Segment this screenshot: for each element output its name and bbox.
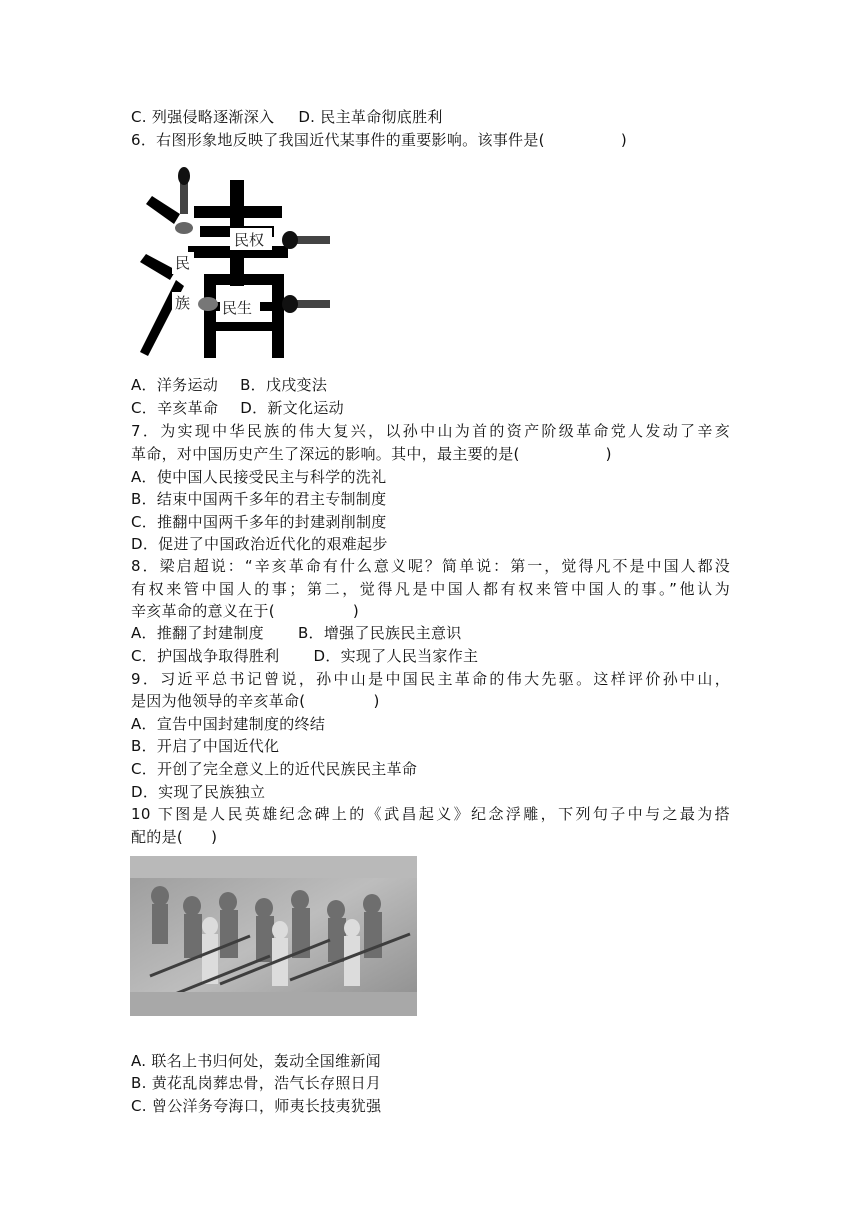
q9-option-c: C．开创了完全意义上的近代民族民主革命 <box>131 760 418 778</box>
q8-stem-line3: 辛亥革命的意义在于( ) <box>131 602 360 620</box>
q9-option-a: A．宣告中国封建制度的终结 <box>131 715 326 733</box>
q8-options-cd: C．护国战争取得胜利 D．实现了人民当家作主 <box>131 647 479 665</box>
q10-option-c: C. 曾公洋务夸海口，师夷长技夷犹强 <box>131 1097 382 1115</box>
q7-option-c: C．推翻中国两千多年的封建剥削制度 <box>131 513 387 531</box>
q9-option-d: D．实现了民族独立 <box>131 783 266 801</box>
qing-rising-stroke <box>140 280 184 356</box>
q5-option-c: C. 列强侵略逐渐深入 <box>131 108 275 126</box>
q7-stem-line1: 7．为实现中华民族的伟大复兴，以孙中山为首的资产阶级革命党人发动了辛亥 <box>131 422 730 440</box>
q7-option-d: D．促进了中国政治近代化的艰难起步 <box>131 535 388 553</box>
q9-stem-line2: 是因为他领导的辛亥革命( ) <box>131 692 380 710</box>
q10-option-b: B. 黄花乱岗葬忠骨，浩气长存照日月 <box>131 1074 382 1092</box>
q9-option-b: B．开启了中国近代化 <box>131 737 280 755</box>
q8-options-ab: A．推翻了封建制度 B．增强了民族民主意识 <box>131 624 462 642</box>
q6-options-ab: A．洋务运动 B．戊戌变法 <box>131 376 328 394</box>
q10-stem-line2: 配的是( ) <box>131 828 218 846</box>
qing-dot-1 <box>146 196 180 224</box>
q5-option-d: D. 民主革命彻底胜利 <box>298 108 443 126</box>
q10-stem-line1: 10 下图是人民英雄纪念碑上的《武昌起义》纪念浮雕，下列句子中与之最为搭 <box>131 805 730 823</box>
q10-option-a: A. 联名上书归何处，轰动全国维新闻 <box>131 1052 381 1070</box>
qing-dot-2 <box>140 254 176 280</box>
q7-option-a: A．使中国人民接受民主与科学的洗礼 <box>131 468 387 486</box>
label-zu: 族 <box>175 294 191 312</box>
qing-cartoon-figure <box>138 166 334 358</box>
label-minsheng: 民生 <box>222 299 253 317</box>
q6-stem: 6．右图形象地反映了我国近代某事件的重要影响。该事件是( ) <box>131 131 627 149</box>
q6-options-cd: C．辛亥革命 D．新文化运动 <box>131 399 344 417</box>
q7-stem-line2: 革命，对中国历史产生了深远的影响。其中，最主要的是( ) <box>131 445 612 463</box>
q7-option-b: B．结束中国两千多年的君主专制制度 <box>131 490 387 508</box>
q9-stem-line1: 9．习近平总书记曾说，孙中山是中国民主革命的伟大先驱。这样评价孙中山， <box>131 670 730 688</box>
q5-options-cd <box>131 106 443 128</box>
q8-stem-line1: 8．梁启超说：“辛亥革命有什么意义呢？简单说：第一，觉得凡不是中国人都没 <box>131 557 730 575</box>
label-minquan: 民权 <box>234 231 265 249</box>
label-min: 民 <box>175 254 191 272</box>
q8-stem-line2: 有权来管中国人的事；第二，觉得凡是中国人都有权来管中国人的事。”他认为 <box>131 580 730 598</box>
wuchang-uprising-relief-image <box>130 856 417 1016</box>
